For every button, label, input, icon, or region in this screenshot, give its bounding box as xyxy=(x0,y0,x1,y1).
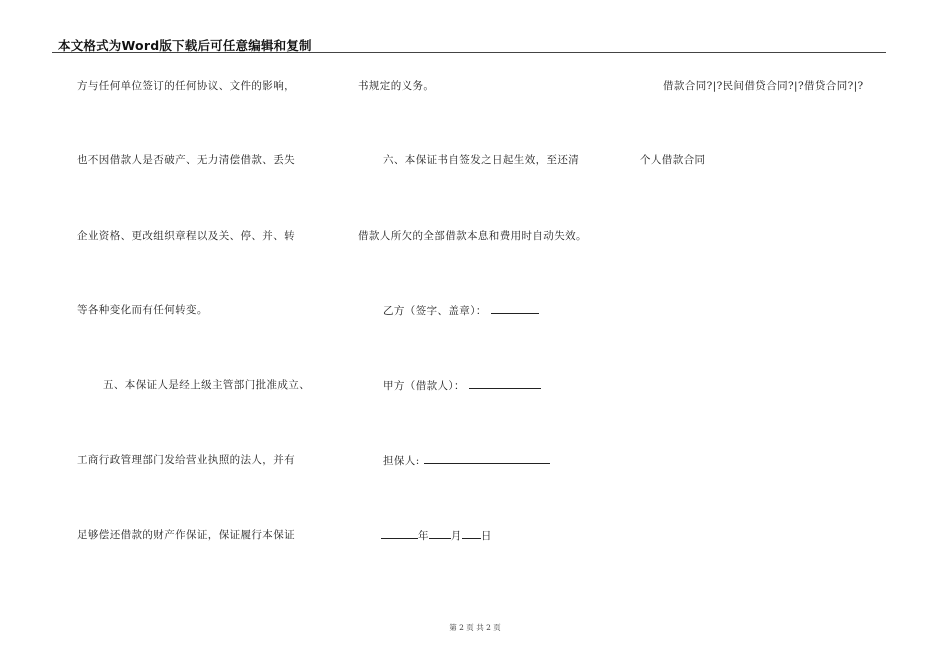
date-month-label: 月 xyxy=(450,530,462,542)
party-b-signature-blank xyxy=(491,303,539,314)
right-line-1: 借款合同?|?民间借贷合同?|?借贷合同?|? xyxy=(663,80,864,92)
date-year-blank xyxy=(381,528,418,539)
date-month-blank xyxy=(429,528,451,539)
middle-line-1: 书规定的义务。 xyxy=(358,80,435,92)
left-line-1: 方与任何单位签订的任何协议、文件的影响， xyxy=(77,80,295,92)
date-day-blank xyxy=(462,528,481,539)
page-header xyxy=(52,36,886,53)
left-line-6: 工商行政管理部门发给营业执照的法人，并有 xyxy=(77,454,295,466)
guarantor-signature-blank xyxy=(424,453,550,464)
party-a-signature xyxy=(383,378,541,393)
date-line xyxy=(381,528,492,543)
date-day-label: 日 xyxy=(480,530,492,542)
party-a-signature-blank xyxy=(469,378,541,389)
left-line-4: 等各种变化而有任何转变。 xyxy=(77,304,208,316)
page-number: 第 2 页 共 2 页 xyxy=(449,623,501,632)
party-a-label: 甲方（借款人）： xyxy=(383,380,465,392)
guarantor-signature xyxy=(383,453,550,468)
guarantor-label: 担保人: xyxy=(383,455,420,467)
left-line-3: 企业资格、更改组织章程以及关、停、并、转 xyxy=(77,230,295,242)
left-line-7: 足够偿还借款的财产作保证，保证履行本保证 xyxy=(77,529,295,541)
middle-line-3: 借款人所欠的全部借款本息和费用时自动失效。 xyxy=(358,230,587,242)
header-title: 本文格式为Word版下载后可任意编辑和复制 xyxy=(58,38,312,53)
left-line-2: 也不因借款人是否破产、无力清偿借款、丢失 xyxy=(77,154,295,166)
party-b-signature xyxy=(383,303,539,318)
right-line-2: 个人借款合同 xyxy=(640,154,706,166)
party-b-label: 乙方（签字、盖章）： xyxy=(383,305,487,317)
left-line-5: 五、本保证人是经上级主管部门批准成立、 xyxy=(103,379,311,391)
date-year-label: 年 xyxy=(418,530,429,542)
middle-line-2: 六、本保证书自签发之日起生效，至还清 xyxy=(383,154,580,166)
